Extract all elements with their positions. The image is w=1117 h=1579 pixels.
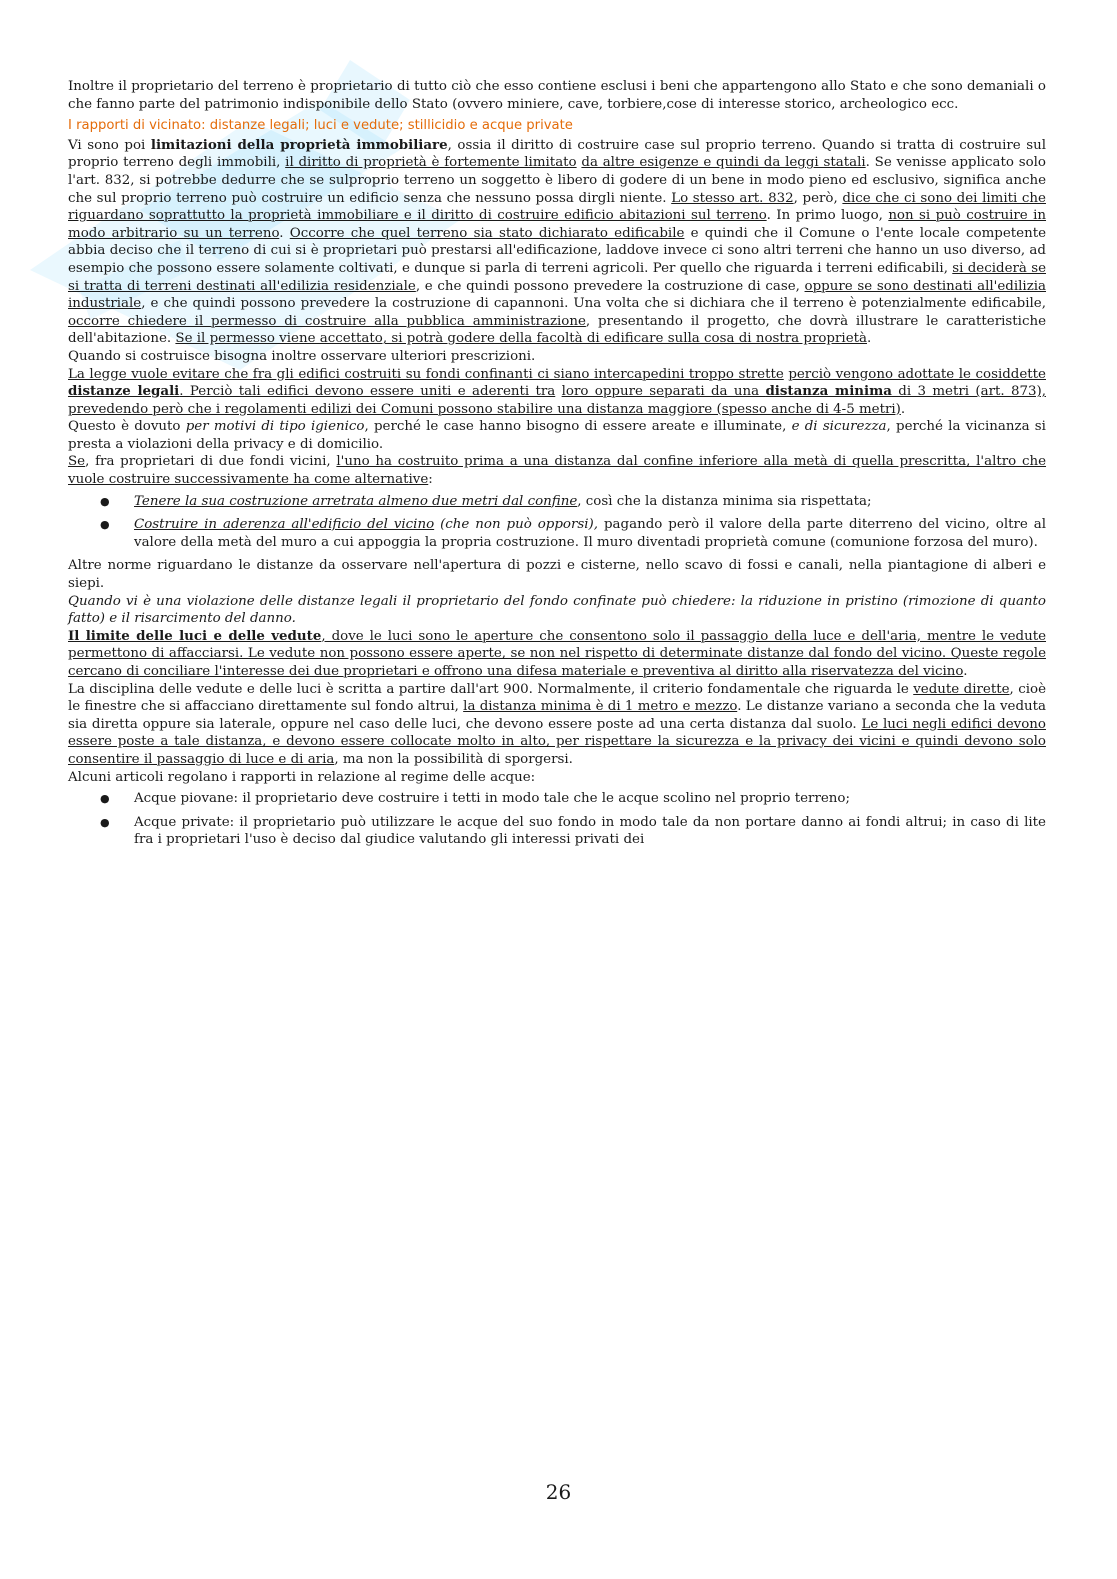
paragraph-disciplina: La disciplina delle vedute e delle luci è scritta a partire dall'art 900. Normalmente, il criterio fondamentale che riguarda le vedute dirette, cioè le finestre che si affacciano direttamente sul fondo altrui, la distanza minima è di 1 metro e mezzo. Le distanze variano a seconda che la veduta sia diretta oppure sia laterale, oppure nel caso delle luci, che devono essere poste ad una certa distanza dal suolo. Le luci negli edifici devono essere poste a tale distanza, e devono essere collocate molto in alto, per rispettare la sicurezza e la privacy dei vicini e quindi devono solo consentire il passaggio di luce e di aria, ma non la possibilità di sporgersi. bbox=[68, 681, 1046, 767]
list-item: ● Costruire in aderenza all'edificio del vicino (che non può opporsi), pagando però il valore della parte diterreno del vicino, oltre al valore della metà del muro a cui appoggia la propria costruzione. Il muro diventadi proprietà comune (comunione forzosa del muro). bbox=[134, 516, 1046, 551]
section-heading: I rapporti di vicinato: distanze legali; luci e vedute; stillicidio e acque private bbox=[68, 118, 573, 134]
paragraph-intro: Inoltre il proprietario del terreno è proprietario di tutto ciò che esso contiene esclusi i beni che appartengono allo Stato e che sono demaniali o che fanno parte del patrimonio indisponibile dello Stato (ovvero miniere, cave, torbiere,cose di interesse storico, archeologico ecc. bbox=[68, 79, 1046, 112]
paragraph-motivi: Questo è dovuto per motivi di tipo igienico, perché le case hanno bisogno di essere areate e illuminate, e di sicurezza, perché la vicinanza si presta a violazioni della privacy e di domicilio. bbox=[68, 419, 1046, 452]
list-item: ● Tenere la sua costruzione arretrata almeno due metri dal confine, così che la distanza minima sia rispettata; bbox=[134, 493, 1046, 511]
list-item: ● Acque piovane: il proprietario deve costruire i tetti in modo tale che le acque scolino nel proprio terreno; bbox=[134, 790, 1046, 808]
paragraph-luci-vedute: Il limite delle luci e delle vedute, dove le luci sono le aperture che consentono solo il passaggio della luce e dell'aria, mentre le vedute permettono di affacciarsi. Le vedute non possono essere aperte, se non nel rispetto di determinate distanze dal fondo del vicino. Queste regole cercano di conciliare l'interesse dei due proprietari e offrono una difesa materiale e preventiva al diritto alla riservatezza del vicino. bbox=[68, 627, 1047, 679]
document-body bbox=[68, 78, 1046, 855]
paragraph-distanze-legali: La legge vuole evitare che fra gli edifici costruiti su fondi confinanti ci siano intercapedini troppo strette perciò vengono adottate le cosiddette distanze legali. Perciò tali edifici devono essere uniti e aderenti tra loro oppure separati da una distanza minima di 3 metri (art. 873), prevedendo però che i regolamenti edilizi dei Comuni possono stabilire una distanza maggiore (spesso anche di 4-5 metri). bbox=[68, 366, 1046, 417]
page-number: 26 bbox=[545, 1480, 572, 1504]
paragraph-limitazioni: Vi sono poi limitazioni della proprietà immobiliare, ossia il diritto di costruire case sul proprio terreno. Quando si tratta di costruire sul proprio terreno degli immobili, il diritto di proprietà è fortemente limitato da altre esigenze e quindi da leggi statali. Se venisse applicato solo l'art. 832, si potrebbe dedurre che se sulproprio terreno un soggetto è libero di godere di un bene in modo pieno ed esclusivo, significa anche che sul proprio terreno può costruire un edificio senza che nessuno possa dirgli niente. Lo stesso art. 832, però, dice che ci sono dei limiti che riguardano soprattutto la proprietà immobiliare e il diritto di costruire edificio abitazioni sul terreno. In primo luogo, non si può costruire in modo arbitrario su un terreno. Occorre che quel terreno sia stato dichiarato edificabile e quindi che il Comune o l'ente locale competente abbia deciso che il terreno di cui si è proprietari può prestarsi all'edificazione, laddove invece ci sono altri terreni che hanno un uso diverso, ad esempio che possono essere solamente coltivati, e dunque si parla di terreni agricoli. Per quello che riguarda i terreni edificabili, si deciderà se si tratta di terreni destinati all'edilizia residenziale, e che quindi possono prevedere la costruzione di case, oppure se sono destinati all'edilizia industriale, e che quindi possono prevedere la costruzione di capannoni. Una volta che si dichiara che il terreno è potenzialmente edificabile, occorre chiedere il permesso di costruire alla pubblica amministrazione, presentando il progetto, che dovrà illustrare le caratteristiche dell'abitazione. Se il permesso viene accettato, si potrà godere della facoltà di edificare sulla cosa di nostra proprietà. bbox=[68, 136, 1047, 347]
bullet-list-alternative bbox=[68, 493, 1046, 552]
bullet-list-acque bbox=[68, 790, 1046, 849]
paragraph-prescrizioni: Quando si costruisce bisogna inoltre osservare ulteriori prescrizioni. bbox=[68, 348, 536, 364]
list-item: ● Acque private: il proprietario può utilizzare le acque del suo fondo in modo tale da non portare danno ai fondi altrui; in caso di lite fra i proprietari l'uso è deciso dal giudice valutando gli interessi privati dei bbox=[134, 814, 1046, 849]
paragraph-alternative: Se, fra proprietari di due fondi vicini, l'uno ha costruito prima a una distanza dal confine inferiore alla metà di quella prescritta, l'altro che vuole costruire successivamente ha come alternative: bbox=[68, 454, 1047, 488]
paragraph-violazione: Quando vi è una violazione delle distanze legali il proprietario del fondo confinate può chiedere: la riduzione in pristino (rimozione di quanto fatto) e il risarcimento del danno. bbox=[68, 593, 1046, 627]
paragraph-acque: Alcuni articoli regolano i rapporti in relazione al regime delle acque: bbox=[68, 769, 536, 785]
paragraph-pozzi: Altre norme riguardano le distanze da osservare nell'apertura di pozzi e cisterne, nello scavo di fossi e canali, nella piantagione di alberi e siepi. bbox=[68, 558, 1046, 592]
